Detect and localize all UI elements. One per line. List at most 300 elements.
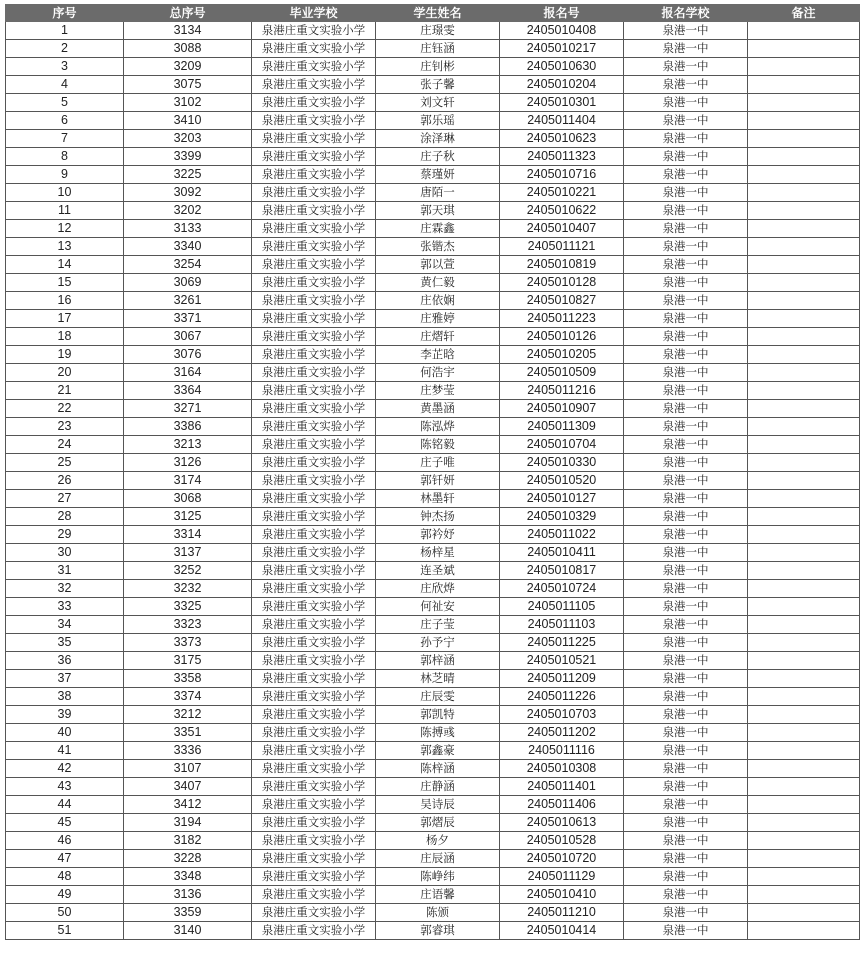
cell-graduation-school: 泉港庄重文实验小学 bbox=[252, 598, 376, 616]
cell-total-seq: 3340 bbox=[124, 238, 252, 256]
table-row bbox=[6, 670, 860, 688]
cell-seq: 11 bbox=[6, 202, 124, 220]
cell-applied-school: 泉港一中 bbox=[624, 850, 748, 868]
cell-total-seq: 3373 bbox=[124, 634, 252, 652]
cell-seq: 49 bbox=[6, 886, 124, 904]
cell-applied-school: 泉港一中 bbox=[624, 616, 748, 634]
cell-student-name: 庄梦莹 bbox=[376, 382, 500, 400]
cell-graduation-school: 泉港庄重文实验小学 bbox=[252, 58, 376, 76]
cell-remarks bbox=[748, 472, 860, 490]
cell-graduation-school: 泉港庄重文实验小学 bbox=[252, 184, 376, 202]
table-row bbox=[6, 22, 860, 40]
cell-applied-school: 泉港一中 bbox=[624, 256, 748, 274]
cell-seq: 40 bbox=[6, 724, 124, 742]
table-row bbox=[6, 490, 860, 508]
cell-graduation-school: 泉港庄重文实验小学 bbox=[252, 742, 376, 760]
cell-applied-school: 泉港一中 bbox=[624, 508, 748, 526]
cell-student-name: 蔡瑾妍 bbox=[376, 166, 500, 184]
cell-registration-number: 2405010127 bbox=[500, 490, 624, 508]
cell-applied-school: 泉港一中 bbox=[624, 112, 748, 130]
table-row bbox=[6, 616, 860, 634]
cell-applied-school: 泉港一中 bbox=[624, 760, 748, 778]
cell-remarks bbox=[748, 94, 860, 112]
cell-applied-school: 泉港一中 bbox=[624, 166, 748, 184]
cell-seq: 22 bbox=[6, 400, 124, 418]
cell-student-name: 陈颁 bbox=[376, 904, 500, 922]
cell-student-name: 陈泓烨 bbox=[376, 418, 500, 436]
cell-registration-number: 2405011404 bbox=[500, 112, 624, 130]
cell-student-name: 庄语馨 bbox=[376, 886, 500, 904]
table-row bbox=[6, 832, 860, 850]
cell-total-seq: 3133 bbox=[124, 220, 252, 238]
table-row bbox=[6, 454, 860, 472]
cell-remarks bbox=[748, 148, 860, 166]
cell-applied-school: 泉港一中 bbox=[624, 274, 748, 292]
cell-student-name: 庄静涵 bbox=[376, 778, 500, 796]
cell-applied-school: 泉港一中 bbox=[624, 184, 748, 202]
cell-graduation-school: 泉港庄重文实验小学 bbox=[252, 688, 376, 706]
cell-applied-school: 泉港一中 bbox=[624, 472, 748, 490]
cell-total-seq: 3254 bbox=[124, 256, 252, 274]
cell-seq: 43 bbox=[6, 778, 124, 796]
cell-total-seq: 3194 bbox=[124, 814, 252, 832]
table-row bbox=[6, 94, 860, 112]
cell-applied-school: 泉港一中 bbox=[624, 418, 748, 436]
table-row bbox=[6, 526, 860, 544]
cell-seq: 18 bbox=[6, 328, 124, 346]
cell-student-name: 吴诗辰 bbox=[376, 796, 500, 814]
cell-registration-number: 2405010329 bbox=[500, 508, 624, 526]
cell-total-seq: 3212 bbox=[124, 706, 252, 724]
cell-applied-school: 泉港一中 bbox=[624, 670, 748, 688]
cell-student-name: 李芷晗 bbox=[376, 346, 500, 364]
cell-student-name: 唐陌一 bbox=[376, 184, 500, 202]
cell-seq: 20 bbox=[6, 364, 124, 382]
cell-registration-number: 2405010716 bbox=[500, 166, 624, 184]
cell-remarks bbox=[748, 346, 860, 364]
table-row bbox=[6, 814, 860, 832]
cell-student-name: 庄辰雯 bbox=[376, 688, 500, 706]
cell-registration-number: 2405011216 bbox=[500, 382, 624, 400]
cell-applied-school: 泉港一中 bbox=[624, 562, 748, 580]
cell-seq: 25 bbox=[6, 454, 124, 472]
cell-remarks bbox=[748, 922, 860, 940]
cell-remarks bbox=[748, 886, 860, 904]
cell-seq: 37 bbox=[6, 670, 124, 688]
cell-graduation-school: 泉港庄重文实验小学 bbox=[252, 760, 376, 778]
cell-student-name: 庄钊彬 bbox=[376, 58, 500, 76]
cell-student-name: 庄子秋 bbox=[376, 148, 500, 166]
cell-registration-number: 2405010703 bbox=[500, 706, 624, 724]
cell-total-seq: 3174 bbox=[124, 472, 252, 490]
cell-student-name: 庄璟雯 bbox=[376, 22, 500, 40]
table-row bbox=[6, 778, 860, 796]
cell-remarks bbox=[748, 688, 860, 706]
table-header bbox=[6, 5, 860, 22]
cell-student-name: 郭梓涵 bbox=[376, 652, 500, 670]
cell-applied-school: 泉港一中 bbox=[624, 130, 748, 148]
cell-registration-number: 2405011209 bbox=[500, 670, 624, 688]
cell-student-name: 庄钰涵 bbox=[376, 40, 500, 58]
cell-remarks bbox=[748, 670, 860, 688]
cell-remarks bbox=[748, 796, 860, 814]
cell-student-name: 郭乐瑶 bbox=[376, 112, 500, 130]
cell-seq: 47 bbox=[6, 850, 124, 868]
cell-graduation-school: 泉港庄重文实验小学 bbox=[252, 328, 376, 346]
cell-remarks bbox=[748, 598, 860, 616]
cell-remarks bbox=[748, 418, 860, 436]
table-row bbox=[6, 868, 860, 886]
cell-registration-number: 2405010126 bbox=[500, 328, 624, 346]
cell-remarks bbox=[748, 184, 860, 202]
cell-applied-school: 泉港一中 bbox=[624, 652, 748, 670]
table-row bbox=[6, 328, 860, 346]
cell-registration-number: 2405010528 bbox=[500, 832, 624, 850]
table-row bbox=[6, 346, 860, 364]
table-row bbox=[6, 40, 860, 58]
cell-remarks bbox=[748, 544, 860, 562]
table-row bbox=[6, 796, 860, 814]
cell-total-seq: 3203 bbox=[124, 130, 252, 148]
cell-total-seq: 3359 bbox=[124, 904, 252, 922]
cell-applied-school: 泉港一中 bbox=[624, 436, 748, 454]
cell-student-name: 陈峥纬 bbox=[376, 868, 500, 886]
cell-registration-number: 2405011210 bbox=[500, 904, 624, 922]
cell-student-name: 庄子莹 bbox=[376, 616, 500, 634]
cell-registration-number: 2405010411 bbox=[500, 544, 624, 562]
cell-total-seq: 3351 bbox=[124, 724, 252, 742]
cell-seq: 17 bbox=[6, 310, 124, 328]
cell-registration-number: 2405011226 bbox=[500, 688, 624, 706]
cell-applied-school: 泉港一中 bbox=[624, 796, 748, 814]
cell-applied-school: 泉港一中 bbox=[624, 58, 748, 76]
cell-graduation-school: 泉港庄重文实验小学 bbox=[252, 202, 376, 220]
table-row bbox=[6, 220, 860, 238]
cell-graduation-school: 泉港庄重文实验小学 bbox=[252, 346, 376, 364]
cell-student-name: 庄子唯 bbox=[376, 454, 500, 472]
cell-student-name: 郭钎妍 bbox=[376, 472, 500, 490]
cell-graduation-school: 泉港庄重文实验小学 bbox=[252, 796, 376, 814]
cell-total-seq: 3076 bbox=[124, 346, 252, 364]
cell-registration-number: 2405010630 bbox=[500, 58, 624, 76]
cell-total-seq: 3209 bbox=[124, 58, 252, 76]
cell-total-seq: 3102 bbox=[124, 94, 252, 112]
header-remarks: 备注 bbox=[748, 5, 860, 22]
table-row bbox=[6, 238, 860, 256]
cell-remarks bbox=[748, 778, 860, 796]
table-row bbox=[6, 256, 860, 274]
cell-remarks bbox=[748, 310, 860, 328]
cell-graduation-school: 泉港庄重文实验小学 bbox=[252, 814, 376, 832]
cell-student-name: 陈铭毅 bbox=[376, 436, 500, 454]
cell-graduation-school: 泉港庄重文实验小学 bbox=[252, 472, 376, 490]
cell-student-name: 陈搏彧 bbox=[376, 724, 500, 742]
cell-registration-number: 2405011129 bbox=[500, 868, 624, 886]
cell-registration-number: 2405010724 bbox=[500, 580, 624, 598]
cell-registration-number: 2405010509 bbox=[500, 364, 624, 382]
cell-total-seq: 3325 bbox=[124, 598, 252, 616]
cell-applied-school: 泉港一中 bbox=[624, 328, 748, 346]
cell-seq: 4 bbox=[6, 76, 124, 94]
cell-remarks bbox=[748, 130, 860, 148]
cell-total-seq: 3399 bbox=[124, 148, 252, 166]
cell-total-seq: 3232 bbox=[124, 580, 252, 598]
cell-total-seq: 3088 bbox=[124, 40, 252, 58]
cell-seq: 8 bbox=[6, 148, 124, 166]
cell-student-name: 庄雅婷 bbox=[376, 310, 500, 328]
cell-student-name: 涂泽琳 bbox=[376, 130, 500, 148]
table-row bbox=[6, 706, 860, 724]
cell-registration-number: 2405010308 bbox=[500, 760, 624, 778]
cell-total-seq: 3228 bbox=[124, 850, 252, 868]
cell-graduation-school: 泉港庄重文实验小学 bbox=[252, 220, 376, 238]
cell-registration-number: 2405010217 bbox=[500, 40, 624, 58]
table-row bbox=[6, 202, 860, 220]
cell-registration-number: 2405010330 bbox=[500, 454, 624, 472]
cell-remarks bbox=[748, 454, 860, 472]
cell-graduation-school: 泉港庄重文实验小学 bbox=[252, 616, 376, 634]
cell-graduation-school: 泉港庄重文实验小学 bbox=[252, 112, 376, 130]
cell-total-seq: 3336 bbox=[124, 742, 252, 760]
cell-applied-school: 泉港一中 bbox=[624, 778, 748, 796]
cell-student-name: 郭凯特 bbox=[376, 706, 500, 724]
cell-applied-school: 泉港一中 bbox=[624, 400, 748, 418]
header-applied-school: 报名学校 bbox=[624, 5, 748, 22]
table-row bbox=[6, 562, 860, 580]
cell-graduation-school: 泉港庄重文实验小学 bbox=[252, 238, 376, 256]
cell-remarks bbox=[748, 724, 860, 742]
cell-seq: 33 bbox=[6, 598, 124, 616]
cell-student-name: 郭睿琪 bbox=[376, 922, 500, 940]
cell-total-seq: 3175 bbox=[124, 652, 252, 670]
cell-applied-school: 泉港一中 bbox=[624, 832, 748, 850]
cell-registration-number: 2405010128 bbox=[500, 274, 624, 292]
table-row bbox=[6, 436, 860, 454]
cell-total-seq: 3107 bbox=[124, 760, 252, 778]
cell-graduation-school: 泉港庄重文实验小学 bbox=[252, 256, 376, 274]
cell-remarks bbox=[748, 580, 860, 598]
cell-student-name: 连圣斌 bbox=[376, 562, 500, 580]
cell-graduation-school: 泉港庄重文实验小学 bbox=[252, 832, 376, 850]
cell-total-seq: 3164 bbox=[124, 364, 252, 382]
cell-seq: 1 bbox=[6, 22, 124, 40]
cell-total-seq: 3374 bbox=[124, 688, 252, 706]
cell-applied-school: 泉港一中 bbox=[624, 310, 748, 328]
cell-student-name: 何浩宇 bbox=[376, 364, 500, 382]
cell-graduation-school: 泉港庄重文实验小学 bbox=[252, 40, 376, 58]
header-graduation-school: 毕业学校 bbox=[252, 5, 376, 22]
cell-graduation-school: 泉港庄重文实验小学 bbox=[252, 454, 376, 472]
cell-seq: 42 bbox=[6, 760, 124, 778]
cell-total-seq: 3213 bbox=[124, 436, 252, 454]
cell-graduation-school: 泉港庄重文实验小学 bbox=[252, 778, 376, 796]
cell-applied-school: 泉港一中 bbox=[624, 202, 748, 220]
cell-registration-number: 2405010221 bbox=[500, 184, 624, 202]
cell-total-seq: 3069 bbox=[124, 274, 252, 292]
cell-registration-number: 2405011401 bbox=[500, 778, 624, 796]
table-row bbox=[6, 112, 860, 130]
cell-seq: 35 bbox=[6, 634, 124, 652]
cell-graduation-school: 泉港庄重文实验小学 bbox=[252, 310, 376, 328]
cell-remarks bbox=[748, 436, 860, 454]
student-list-table bbox=[5, 4, 860, 940]
cell-remarks bbox=[748, 760, 860, 778]
cell-student-name: 杨梓星 bbox=[376, 544, 500, 562]
cell-student-name: 张子馨 bbox=[376, 76, 500, 94]
cell-applied-school: 泉港一中 bbox=[624, 742, 748, 760]
cell-graduation-school: 泉港庄重文实验小学 bbox=[252, 94, 376, 112]
header-seq: 序号 bbox=[6, 5, 124, 22]
table-row bbox=[6, 598, 860, 616]
cell-total-seq: 3067 bbox=[124, 328, 252, 346]
cell-registration-number: 2405010408 bbox=[500, 22, 624, 40]
table-row bbox=[6, 130, 860, 148]
cell-graduation-school: 泉港庄重文实验小学 bbox=[252, 850, 376, 868]
cell-remarks bbox=[748, 814, 860, 832]
cell-remarks bbox=[748, 382, 860, 400]
cell-total-seq: 3412 bbox=[124, 796, 252, 814]
cell-seq: 5 bbox=[6, 94, 124, 112]
cell-graduation-school: 泉港庄重文实验小学 bbox=[252, 580, 376, 598]
cell-seq: 46 bbox=[6, 832, 124, 850]
cell-total-seq: 3092 bbox=[124, 184, 252, 202]
cell-student-name: 杨夕 bbox=[376, 832, 500, 850]
cell-seq: 30 bbox=[6, 544, 124, 562]
cell-seq: 32 bbox=[6, 580, 124, 598]
cell-total-seq: 3137 bbox=[124, 544, 252, 562]
table-body bbox=[6, 22, 860, 940]
cell-applied-school: 泉港一中 bbox=[624, 526, 748, 544]
cell-seq: 38 bbox=[6, 688, 124, 706]
cell-remarks bbox=[748, 634, 860, 652]
cell-seq: 12 bbox=[6, 220, 124, 238]
cell-registration-number: 2405010613 bbox=[500, 814, 624, 832]
cell-total-seq: 3348 bbox=[124, 868, 252, 886]
cell-remarks bbox=[748, 328, 860, 346]
table-row bbox=[6, 904, 860, 922]
cell-graduation-school: 泉港庄重文实验小学 bbox=[252, 670, 376, 688]
cell-student-name: 庄霖鑫 bbox=[376, 220, 500, 238]
cell-seq: 6 bbox=[6, 112, 124, 130]
cell-student-name: 郭天琪 bbox=[376, 202, 500, 220]
cell-registration-number: 2405010407 bbox=[500, 220, 624, 238]
cell-seq: 50 bbox=[6, 904, 124, 922]
cell-graduation-school: 泉港庄重文实验小学 bbox=[252, 436, 376, 454]
cell-total-seq: 3140 bbox=[124, 922, 252, 940]
cell-registration-number: 2405011309 bbox=[500, 418, 624, 436]
cell-registration-number: 2405010520 bbox=[500, 472, 624, 490]
cell-seq: 23 bbox=[6, 418, 124, 436]
cell-total-seq: 3225 bbox=[124, 166, 252, 184]
cell-seq: 39 bbox=[6, 706, 124, 724]
table-row bbox=[6, 148, 860, 166]
cell-applied-school: 泉港一中 bbox=[624, 724, 748, 742]
table-row bbox=[6, 544, 860, 562]
table-row bbox=[6, 382, 860, 400]
table-row bbox=[6, 274, 860, 292]
cell-graduation-school: 泉港庄重文实验小学 bbox=[252, 490, 376, 508]
cell-seq: 36 bbox=[6, 652, 124, 670]
cell-registration-number: 2405010410 bbox=[500, 886, 624, 904]
cell-total-seq: 3202 bbox=[124, 202, 252, 220]
cell-graduation-school: 泉港庄重文实验小学 bbox=[252, 724, 376, 742]
cell-remarks bbox=[748, 58, 860, 76]
cell-seq: 16 bbox=[6, 292, 124, 310]
header-registration-number: 报名号 bbox=[500, 5, 624, 22]
cell-remarks bbox=[748, 274, 860, 292]
cell-remarks bbox=[748, 904, 860, 922]
cell-graduation-school: 泉港庄重文实验小学 bbox=[252, 886, 376, 904]
cell-seq: 31 bbox=[6, 562, 124, 580]
cell-applied-school: 泉港一中 bbox=[624, 814, 748, 832]
cell-applied-school: 泉港一中 bbox=[624, 598, 748, 616]
cell-seq: 24 bbox=[6, 436, 124, 454]
cell-seq: 19 bbox=[6, 346, 124, 364]
cell-applied-school: 泉港一中 bbox=[624, 292, 748, 310]
table-row bbox=[6, 652, 860, 670]
table-row bbox=[6, 742, 860, 760]
cell-student-name: 郭以萱 bbox=[376, 256, 500, 274]
cell-student-name: 孙予宁 bbox=[376, 634, 500, 652]
cell-remarks bbox=[748, 508, 860, 526]
cell-registration-number: 2405010623 bbox=[500, 130, 624, 148]
table-row bbox=[6, 688, 860, 706]
cell-student-name: 陈梓涵 bbox=[376, 760, 500, 778]
cell-remarks bbox=[748, 706, 860, 724]
cell-registration-number: 2405011121 bbox=[500, 238, 624, 256]
cell-seq: 14 bbox=[6, 256, 124, 274]
cell-remarks bbox=[748, 562, 860, 580]
cell-remarks bbox=[748, 202, 860, 220]
cell-total-seq: 3407 bbox=[124, 778, 252, 796]
cell-registration-number: 2405011105 bbox=[500, 598, 624, 616]
table-row bbox=[6, 760, 860, 778]
cell-seq: 2 bbox=[6, 40, 124, 58]
cell-total-seq: 3364 bbox=[124, 382, 252, 400]
table-row bbox=[6, 508, 860, 526]
cell-student-name: 庄熠轩 bbox=[376, 328, 500, 346]
cell-student-name: 黄墨涵 bbox=[376, 400, 500, 418]
cell-applied-school: 泉港一中 bbox=[624, 868, 748, 886]
cell-applied-school: 泉港一中 bbox=[624, 40, 748, 58]
cell-total-seq: 3261 bbox=[124, 292, 252, 310]
cell-total-seq: 3075 bbox=[124, 76, 252, 94]
cell-seq: 29 bbox=[6, 526, 124, 544]
cell-applied-school: 泉港一中 bbox=[624, 580, 748, 598]
cell-seq: 48 bbox=[6, 868, 124, 886]
cell-graduation-school: 泉港庄重文实验小学 bbox=[252, 868, 376, 886]
table-row bbox=[6, 310, 860, 328]
cell-graduation-school: 泉港庄重文实验小学 bbox=[252, 544, 376, 562]
cell-seq: 34 bbox=[6, 616, 124, 634]
cell-remarks bbox=[748, 76, 860, 94]
cell-graduation-school: 泉港庄重文实验小学 bbox=[252, 526, 376, 544]
cell-registration-number: 2405010819 bbox=[500, 256, 624, 274]
table-row bbox=[6, 58, 860, 76]
cell-seq: 26 bbox=[6, 472, 124, 490]
cell-graduation-school: 泉港庄重文实验小学 bbox=[252, 148, 376, 166]
cell-registration-number: 2405010301 bbox=[500, 94, 624, 112]
cell-student-name: 张锴杰 bbox=[376, 238, 500, 256]
cell-applied-school: 泉港一中 bbox=[624, 634, 748, 652]
cell-applied-school: 泉港一中 bbox=[624, 148, 748, 166]
cell-applied-school: 泉港一中 bbox=[624, 382, 748, 400]
cell-remarks bbox=[748, 256, 860, 274]
table-row bbox=[6, 184, 860, 202]
cell-graduation-school: 泉港庄重文实验小学 bbox=[252, 166, 376, 184]
cell-applied-school: 泉港一中 bbox=[624, 454, 748, 472]
header-row bbox=[6, 5, 860, 22]
